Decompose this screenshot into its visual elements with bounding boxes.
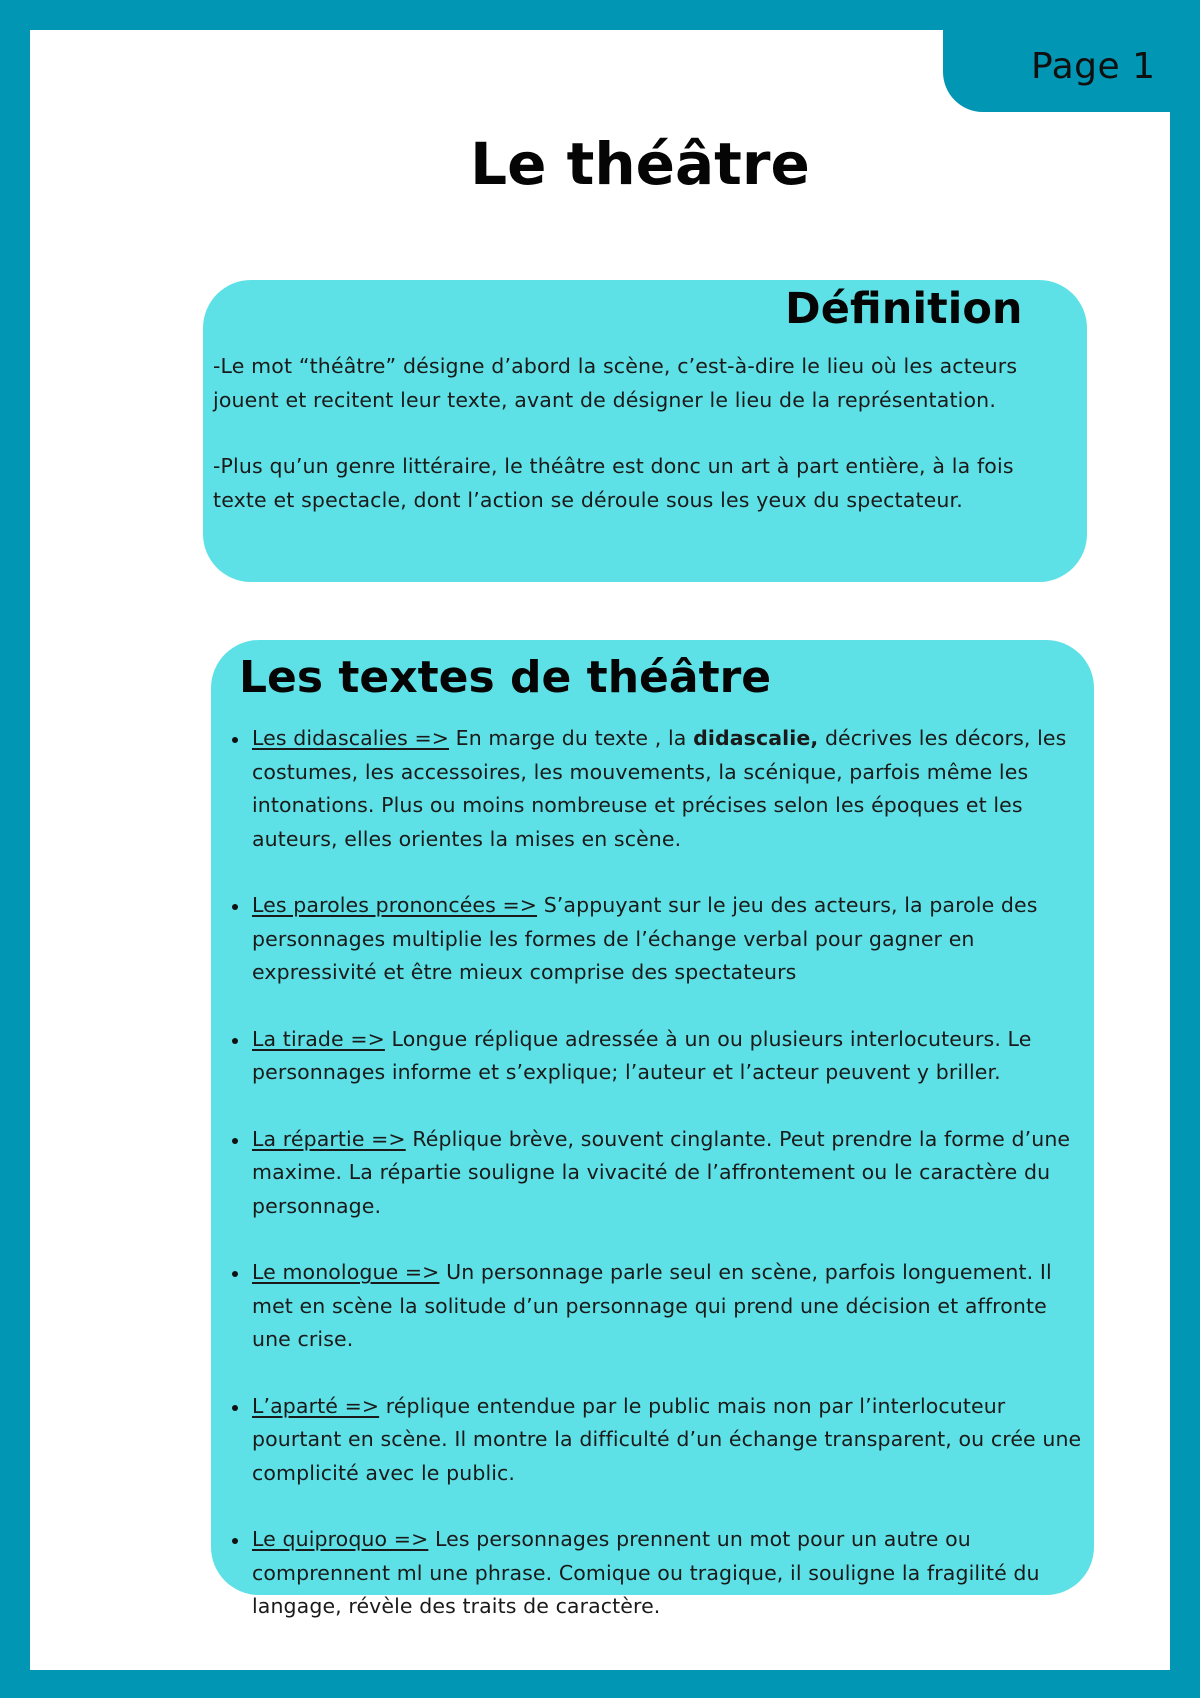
- item-text: S’appuyant sur le jeu des acteurs, la parole des personnages multiplie les formes de l’échange verbal pour gagner en expressivité et être mieux comprise des spectateurs: [252, 893, 1038, 984]
- term-label: Les didascalies =>: [252, 726, 450, 750]
- item-text: Réplique brève, souvent cinglante. Peut prendre la forme d’une maxime. La répartie souligne la vivacité de l’affrontement ou le caractère du personnage.: [252, 1126, 1071, 1218]
- item-bold-text: didascalie,: [693, 726, 819, 750]
- term-label: Le monologue =>: [252, 1260, 440, 1284]
- list-item-didascalies: [252, 722, 1088, 856]
- page-number-tab: Page 1: [943, 30, 1200, 112]
- item-text: En marge du texte , la: [449, 726, 694, 750]
- definition-paragraph: -Plus qu’un genre littéraire, le théâtre est donc un art à part entière, à la fois texte et spectacle, dont l’action se déroule sous les yeux du spectateur.: [213, 454, 1014, 512]
- term-label: Le quiproquo =>: [252, 1527, 429, 1551]
- item-text: Les personnages prennent un mot pour un autre ou comprennent ml une phrase. Comique ou tragique, il souligne la fragilité du langage, révèle des traits de caractère.: [252, 1527, 1040, 1618]
- term-label: Les paroles prononcées =>: [252, 893, 538, 917]
- page-title: Le théâtre: [470, 130, 810, 198]
- definition-paragraph: -Le mot “théâtre” désigne d’abord la scène, c’est-à-dire le lieu où les acteurs jouent et recitent leur texte, avant de désigner le lieu de la représentation.: [213, 354, 1018, 412]
- list-item-aparte: [252, 1390, 1088, 1491]
- definition-heading: Définition: [785, 284, 1023, 334]
- item-text: réplique entendue par le public mais non par l’interlocuteur pourtant en scène. Il montre la difficulté d’un échange transparent, ou crée une complicité avec le public.: [252, 1393, 1082, 1485]
- document-page: [30, 30, 1170, 1670]
- term-label: La répartie =>: [252, 1126, 406, 1151]
- item-text: Longue réplique adressée à un ou plusieurs interlocuteurs. Le personnages informe et s’explique; l’auteur et l’acteur peuvent y briller.: [252, 1026, 1032, 1084]
- theatre-texts-card: [211, 640, 1094, 1618]
- list-item-monologue: [252, 1256, 1088, 1357]
- item-text: décrives les décors, les costumes, les accessoires, les mouvements, la scénique, parfois même les intonations. Plus ou moins nombreuse et précises selon les époques et les auteurs, elles orientes la mises en scène.: [252, 726, 1067, 851]
- theatre-texts-list: [211, 722, 1088, 1657]
- list-item-tirade: [252, 1023, 1088, 1090]
- definition-card: [203, 280, 1087, 582]
- term-label: La tirade =>: [252, 1026, 385, 1051]
- list-item-repartie: [252, 1123, 1088, 1224]
- item-text: Un personnage parle seul en scène, parfois longuement. Il met en scène la solitude d’un personnage qui prend une décision et affronte une crise.: [252, 1260, 1052, 1351]
- list-item-quiproquo: [252, 1523, 1088, 1624]
- term-label: L’aparté =>: [252, 1393, 380, 1418]
- list-item-paroles: [252, 889, 1088, 990]
- theatre-texts-heading: Les textes de théâtre: [239, 652, 772, 703]
